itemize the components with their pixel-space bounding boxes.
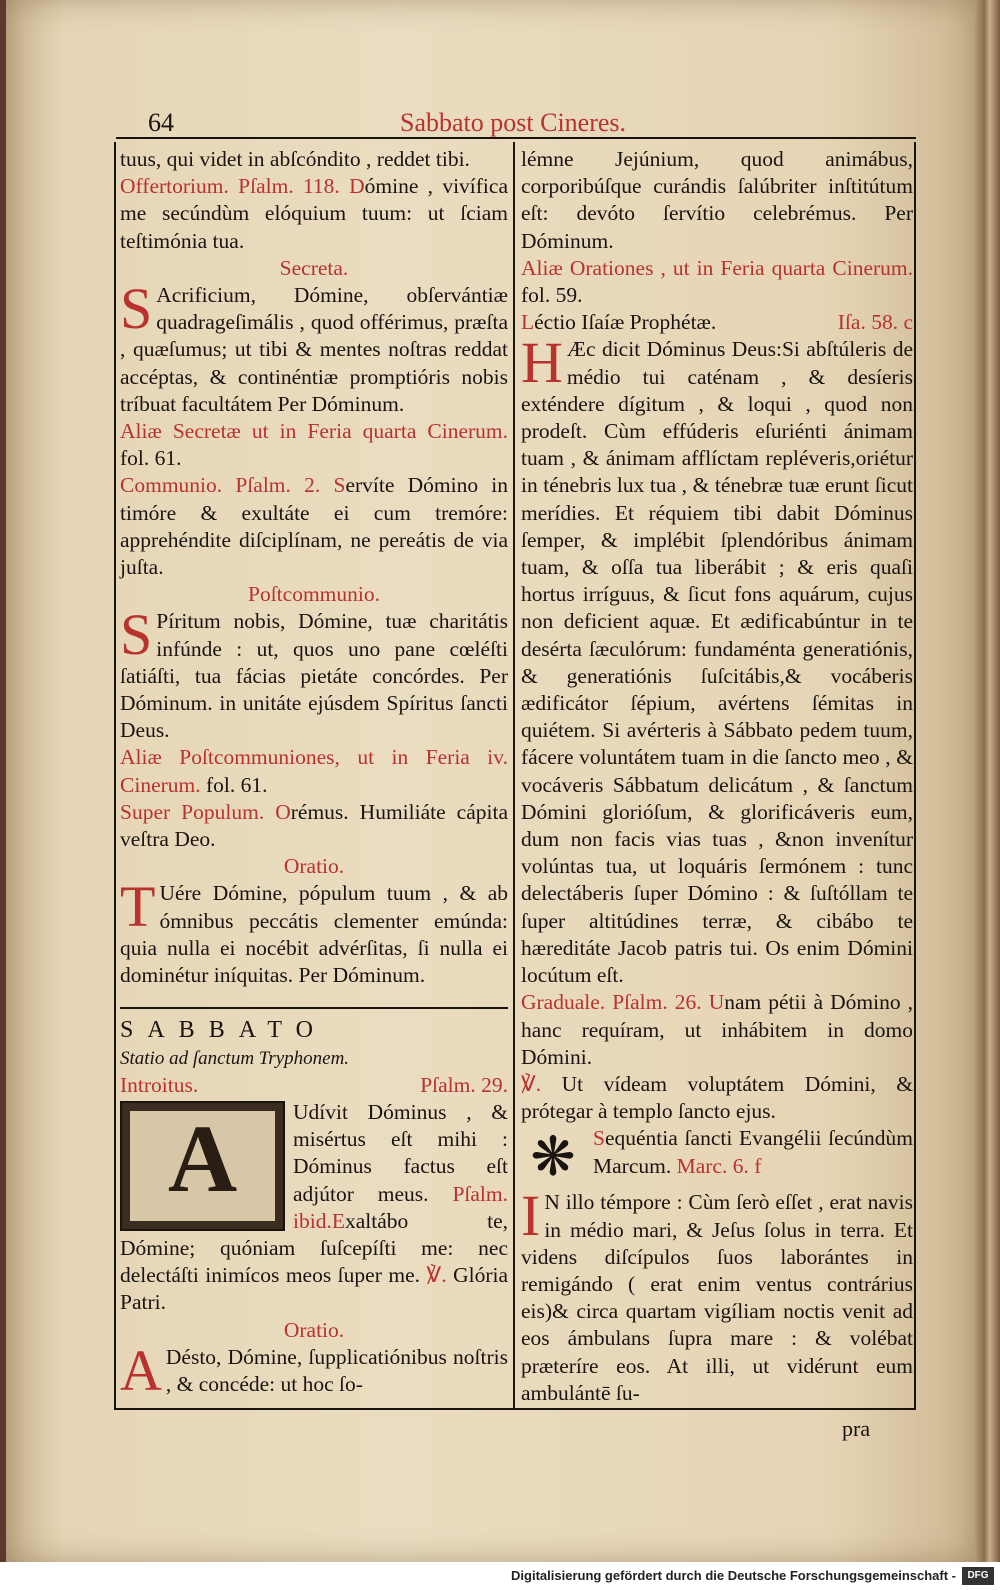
super-populum-label: Super Populum. [120, 799, 265, 824]
sequentia-ref: Marc. 6. f [676, 1153, 762, 1178]
postcommunio [120, 602, 508, 744]
continuation-text-right: lémne Jejúnium, quod animábus, corporibúſque curándis ſalúbriter inſtitútum eſt: devóto ſervítio celebrémus. Per Dóminum. [521, 147, 913, 253]
lectio-label: éctio Iſaíæ Prophétæ. [534, 310, 717, 335]
offertorium-initial: D [349, 174, 365, 199]
secreta [120, 276, 508, 418]
page-number: 64 [148, 108, 174, 137]
introitus-text: Udívit Dóminus , & misértus eſt mihi : Dóminus factus eſt adjútor meus. [293, 1099, 508, 1206]
aliae-orationes-fol: fol. 59. [521, 283, 583, 308]
graduale-initial: U [708, 990, 725, 1015]
graduale-text: nam pétii à Dómino , hanc requíram, ut inhábitem in domo Dómini. [521, 990, 913, 1069]
graduale-label: Graduale. Pſalm. 26. [521, 990, 702, 1015]
oratio-text: Uére Dómine, pópulum tuum , & ab ómnibus peccátis clementer emúnda: quia nulla ei nocébit advérſitas, ſi nulla ei dominétur iníquitas. Per Dóminum. [120, 881, 508, 988]
flower-ornament-icon: ❋ [530, 1127, 576, 1188]
right-column [521, 146, 913, 1407]
aliae-postcomm-text: Aliæ Poſtcommuniones, ut in Feria iv. Cinerum. [120, 745, 508, 797]
postcommunio-initial: S [120, 602, 153, 668]
lectio-initial: L [521, 310, 535, 335]
psalm-ibid-text: xaltábo te, Dómine; quóniam ſuſcepíſti me: nec delectáſti inimícos meos ſuper me. [120, 1208, 508, 1288]
aliae-postcomm-fol: fol. 61. [206, 772, 268, 797]
oratio2-initial: A [120, 1337, 162, 1403]
super-populum [120, 799, 508, 853]
column-divider [513, 142, 515, 1410]
psalm-ibid-label: Pſalm. ibid. [293, 1181, 508, 1233]
woodcut-initial-illustration [120, 1101, 285, 1231]
sabbato-title: SABBATO [120, 1017, 327, 1044]
postcommunio-heading: Poſtcommunio. [248, 582, 380, 607]
gospel [521, 1183, 913, 1407]
oratio [120, 874, 508, 989]
lectio-drop-initial: H [521, 330, 563, 396]
versicle-text: Ut vídeam voluptátem Dómini, & prótegar à templo ſancto ejus. [521, 1071, 914, 1124]
secreta-heading: Secreta. [279, 255, 349, 280]
oratio-heading: Oratio. [283, 854, 345, 879]
aliae-secretae [120, 418, 508, 472]
lectio-row [521, 309, 913, 336]
introitus [120, 1099, 508, 1317]
offertorium-text: ómine , vivífica me secúndùm elóquium tuum: ut ſciam teſtimónia tua. [120, 174, 508, 253]
communio-label: Communio. Pſalm. 2. [120, 473, 321, 498]
oratio2-text: Désto, Dómine, ſupplicatiónibus noſtris , & concéde: ut hoc ſo- [165, 1344, 508, 1396]
psalm-ibid-initial: E [331, 1208, 345, 1233]
gospel-initial: I [521, 1183, 541, 1249]
communio-initial: S [333, 473, 346, 498]
secreta-text: Acrificium, Dómine, obſervántiæ quadrageſimális , quod offérimus, præſta , quæſumus; ut tibi & mentes noſtras reddat accéptas, & continéntiæ promptióris nobis tríbuat facultátem Per Dóminum. [120, 283, 508, 416]
oratio2 [120, 1337, 508, 1403]
aliae-orationes [521, 255, 913, 309]
header-rule [116, 137, 916, 139]
introitus-label: Introitus. [120, 1072, 199, 1097]
book-edge [974, 0, 1000, 1562]
oratio-initial: T [120, 874, 156, 940]
super-populum-initial: O [275, 799, 291, 824]
postcommunio-text: Píritum nobis, Dómine, tuæ charitátis infúnde : ut, quos uno pane cœléſti ſatiáſti, tua fácias pietáte concórdes. Per Dóminum. in unitáte ejúsdem Spíritus ſancti Deus. [120, 609, 508, 743]
introitus-row [120, 1072, 508, 1099]
aliae-postcomm [120, 744, 508, 798]
introitus-psalm: Pſalm. 29. [420, 1072, 508, 1097]
offertorium-label: Offertorium. Pſalm. 118. [120, 174, 340, 199]
versicle-icon-right: ℣. [521, 1071, 542, 1096]
sequentia-text: equéntia ſancti Evangélii ſecúndùm Marcum. [593, 1126, 913, 1178]
versicle [521, 1071, 913, 1125]
aliae-orationes-text: Aliæ Orationes , ut in Feria quarta Cinerum. [521, 255, 913, 280]
oratio2-heading: Oratio. [283, 1317, 345, 1342]
catchword: pra [842, 1416, 871, 1441]
offertorium [120, 173, 508, 255]
running-head: Sabbato post Cineres. [400, 108, 627, 137]
versicle-icon: ℣. [426, 1263, 447, 1288]
continuation-text: tuus, qui videt in abſcóndito , reddet tibi. [120, 147, 470, 171]
aliae-secretae-fol: fol. 61. [120, 446, 182, 471]
communio-text: ervíte Dómino in timóre & exultáte ei cum tremóre: apprehéndite diſciplínam, ne pereátis de via juſta. [120, 473, 509, 580]
statio: Statio ad ſanctum Tryphonem. [120, 1047, 350, 1069]
lectio [521, 330, 913, 989]
dfg-logo: DFG [962, 1567, 994, 1585]
communio [120, 472, 508, 581]
secreta-initial: S [120, 276, 153, 342]
section-rule [120, 1007, 508, 1009]
sequentia [521, 1125, 913, 1188]
lectio-ref: Iſa. 58. c [837, 310, 913, 335]
footer-credit: Digitalisierung gefördert durch die Deutsche Forschungsgemeinschaft - [0, 1562, 1000, 1590]
graduale [521, 989, 913, 1071]
left-column [120, 146, 509, 1403]
gospel-text: N illo témpore : Cùm ſerò eſſet , erat navis in médio mari, & Jeſus ſolus in terra. Et videns diſcípulos ſuos laborántes in remigándo ( erat enim ventus contrárius eis)& circa quartam vigíliam noctis venit ad eos ámbulans ſupra mare : & volébat præteríre eos. At illi, ut vidérunt eum ambulántē ſu- [521, 1190, 913, 1405]
aliae-secretae-text: Aliæ Secretæ ut in Feria quarta Cinerum. [120, 419, 508, 444]
woodcut-letter: A [167, 1104, 238, 1212]
lectio-text: Æc dicit Dóminus Deus:Si abſtúleris de médio tui caténam , & desíeris exténdere dígitum , & loqui , quod non prodeſt. Cùm effúderis eſuriénti ánimam tuam , & ánimam afflíctam repléveris,oriétur in ténebris lux tua , & ténebræ tuæ erunt ſicut merídies. Et réquiem tibi dabit Dóminus ſemper, & implébit ſplendóribus ánimam tuam, & oſſa tua liberábit ; & eris quaſi hortus irríguus, & ſicut fons aquárum, cujus non deficient aquæ. Et ædificabúntur in te desérta ſæculórum: fundaménta generatiónis, & generatiónis ſuſcitábis,& vocáberis ædificátor ſépium, avértens ſémitas in quiétem. Si avérteris à Sábbato pedem tuum, fácere voluntátem tuam in die ſancto meo , & vocáveris Sábbatum delicátum , & ſanctum Dómini glorióſum, & glorificáveris eum, dum non facis vias tuas , &non invenítur volúntas tua, ut loquáris ſermónem : tunc delectáberis ſuper Dómino : & ſuſtóllam te ſuper altitúdines terræ, & cibábo te hæreditáte Jacob patris tui. Os enim Dómini locútum eſt. [521, 337, 913, 988]
sequentia-initial: S [593, 1126, 605, 1151]
super-populum-text: rémus. Humiliáte cápita veſtra Deo. [120, 799, 508, 852]
gloria-text: Glória Patri. [120, 1263, 509, 1315]
